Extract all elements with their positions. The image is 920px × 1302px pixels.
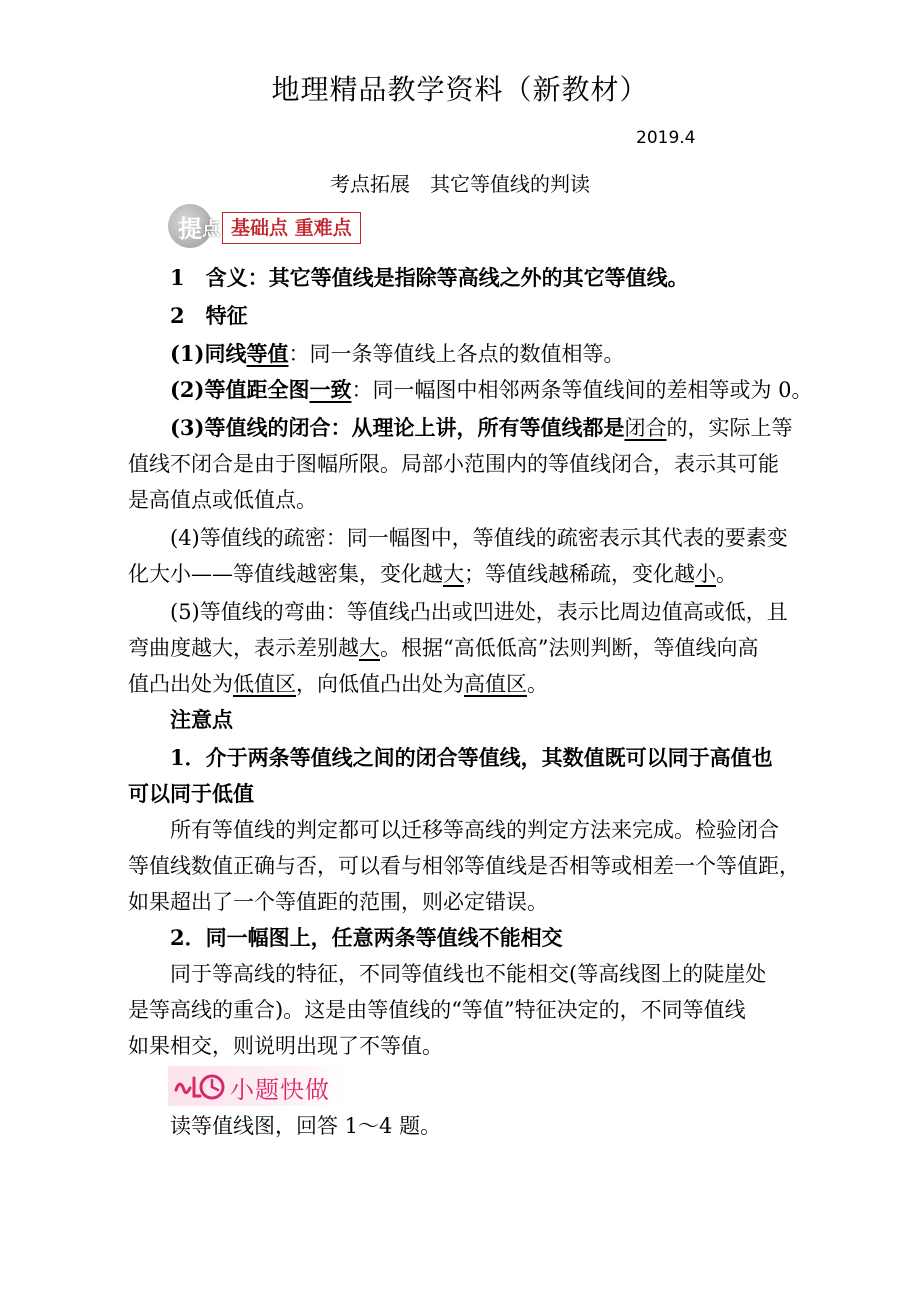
note-2-body-line-3: 如果相交，则说明出现了不等值。: [128, 1034, 443, 1058]
feature-5-line-1: (5)等值线的弯曲：等值线凸出或凹进处，表示比周边值高或低，且: [170, 600, 788, 624]
feature-2-rest: ：同一幅图中相邻两条等值线间的差相等或为 0。: [351, 378, 813, 402]
feature-5-l3a: 值凸出处为: [128, 672, 233, 696]
feature-3-line-2: 值线不闭合是由于图幅所限。局部小范围内的等值线闭合，表示其可能: [128, 452, 779, 476]
feature-5-line-2: [128, 630, 758, 666]
feature-1-lead: (1)同线: [170, 341, 247, 366]
feature-2-underline: 一致: [309, 377, 352, 402]
feature-1: [170, 336, 624, 372]
feature-4-underline-2: 小: [695, 562, 716, 586]
feature-1-underline: 等值: [246, 341, 289, 366]
feature-5-underline-3: 高值区: [464, 672, 527, 696]
feature-5-l2b: 。根据“高低低高”法则判断，等值线向高: [380, 636, 759, 660]
note-1-title-line-1: 1．介于两条等值线之间的闭合等值线，其数值既可以同于高值也: [170, 745, 773, 770]
badge-mark: 提: [178, 214, 202, 243]
quick-practice-label: 小题快做: [230, 1076, 330, 1104]
note-1-body-line-1: 所有等值线的判定都可以迁移等高线的判定方法来完成。检验闭合: [170, 818, 779, 842]
feature-4-l2a: 化大小——等值线越密集，变化越: [128, 562, 443, 586]
feature-5-underline-2: 低值区: [233, 672, 296, 696]
note-1-body-line-3: 如果超出了一个等值距的范围，则必定错误。: [128, 890, 548, 914]
feature-3-lead: (3)等值线的闭合：从理论上讲，所有等值线都是: [170, 415, 625, 440]
feature-4-line-1: (4)等值线的疏密：同一幅图中，等值线的疏密表示其代表的要素变: [170, 526, 788, 550]
feature-5-line-3: [128, 666, 548, 702]
feature-5-l3c: 。: [527, 672, 548, 696]
feature-4-l2c: 。: [716, 562, 737, 586]
point-2: [170, 298, 248, 334]
point-1-text: 含义：其它等值线是指除等高线之外的其它等值线。: [205, 265, 689, 290]
point-1: [170, 260, 689, 296]
feature-2-lead: (2)等值距全图: [170, 377, 310, 402]
badge-label: 基础点 重难点: [222, 212, 361, 244]
point-2-num: 2: [170, 303, 206, 328]
note-2-title: 2．同一幅图上，任意两条等值线不能相交: [170, 925, 563, 950]
quick-practice-icon: [172, 1068, 226, 1104]
point-2-text: 特征: [205, 303, 248, 328]
point-1-num: 1: [170, 265, 206, 290]
badge-dian: 点: [202, 219, 220, 240]
feature-4-underline-1: 大: [443, 562, 464, 586]
note-2-body-line-1: 同于等高线的特征，不同等值线也不能相交(等高线图上的陡崖处: [170, 962, 767, 986]
note-1-body-line-2: 等值线数值正确与否，可以看与相邻等值线是否相等或相差一个等值距，: [128, 854, 800, 878]
feature-3-line-3: 是高值点或低值点。: [128, 488, 317, 512]
note-2-body-line-2: 是等高线的重合)。这是由等值线的“等值”特征决定的，不同等值线: [128, 998, 746, 1022]
feature-3-underline: 闭合: [624, 416, 667, 440]
section-title: 考点拓展 其它等值线的判读: [330, 172, 590, 196]
note-1-title-line-2: 可以同于低值: [128, 781, 254, 806]
feature-2: [170, 372, 813, 408]
key-points-badge: [168, 204, 380, 248]
document-title: 地理精品教学资料（新教材）: [271, 73, 649, 106]
quick-practice-banner: [168, 1066, 348, 1106]
feature-5-l3b: ，向低值凸出处为: [296, 672, 464, 696]
document-date: 2019.4: [636, 128, 696, 148]
feature-5-l2a: 弯曲度越大，表示差别越: [128, 636, 359, 660]
feature-4-l2b: ；等值线越稀疏，变化越: [464, 562, 695, 586]
feature-4-line-2: [128, 556, 737, 592]
feature-5-underline-1: 大: [359, 636, 380, 660]
question-prompt: 读等值线图，回答 1～4 题。: [170, 1114, 442, 1138]
feature-3-line-1: [170, 410, 792, 446]
notes-heading: 注意点: [170, 707, 233, 732]
feature-1-rest: ：同一条等值线上各点的数值相等。: [288, 342, 625, 366]
feature-3-rest: 的，实际上等: [666, 416, 793, 440]
